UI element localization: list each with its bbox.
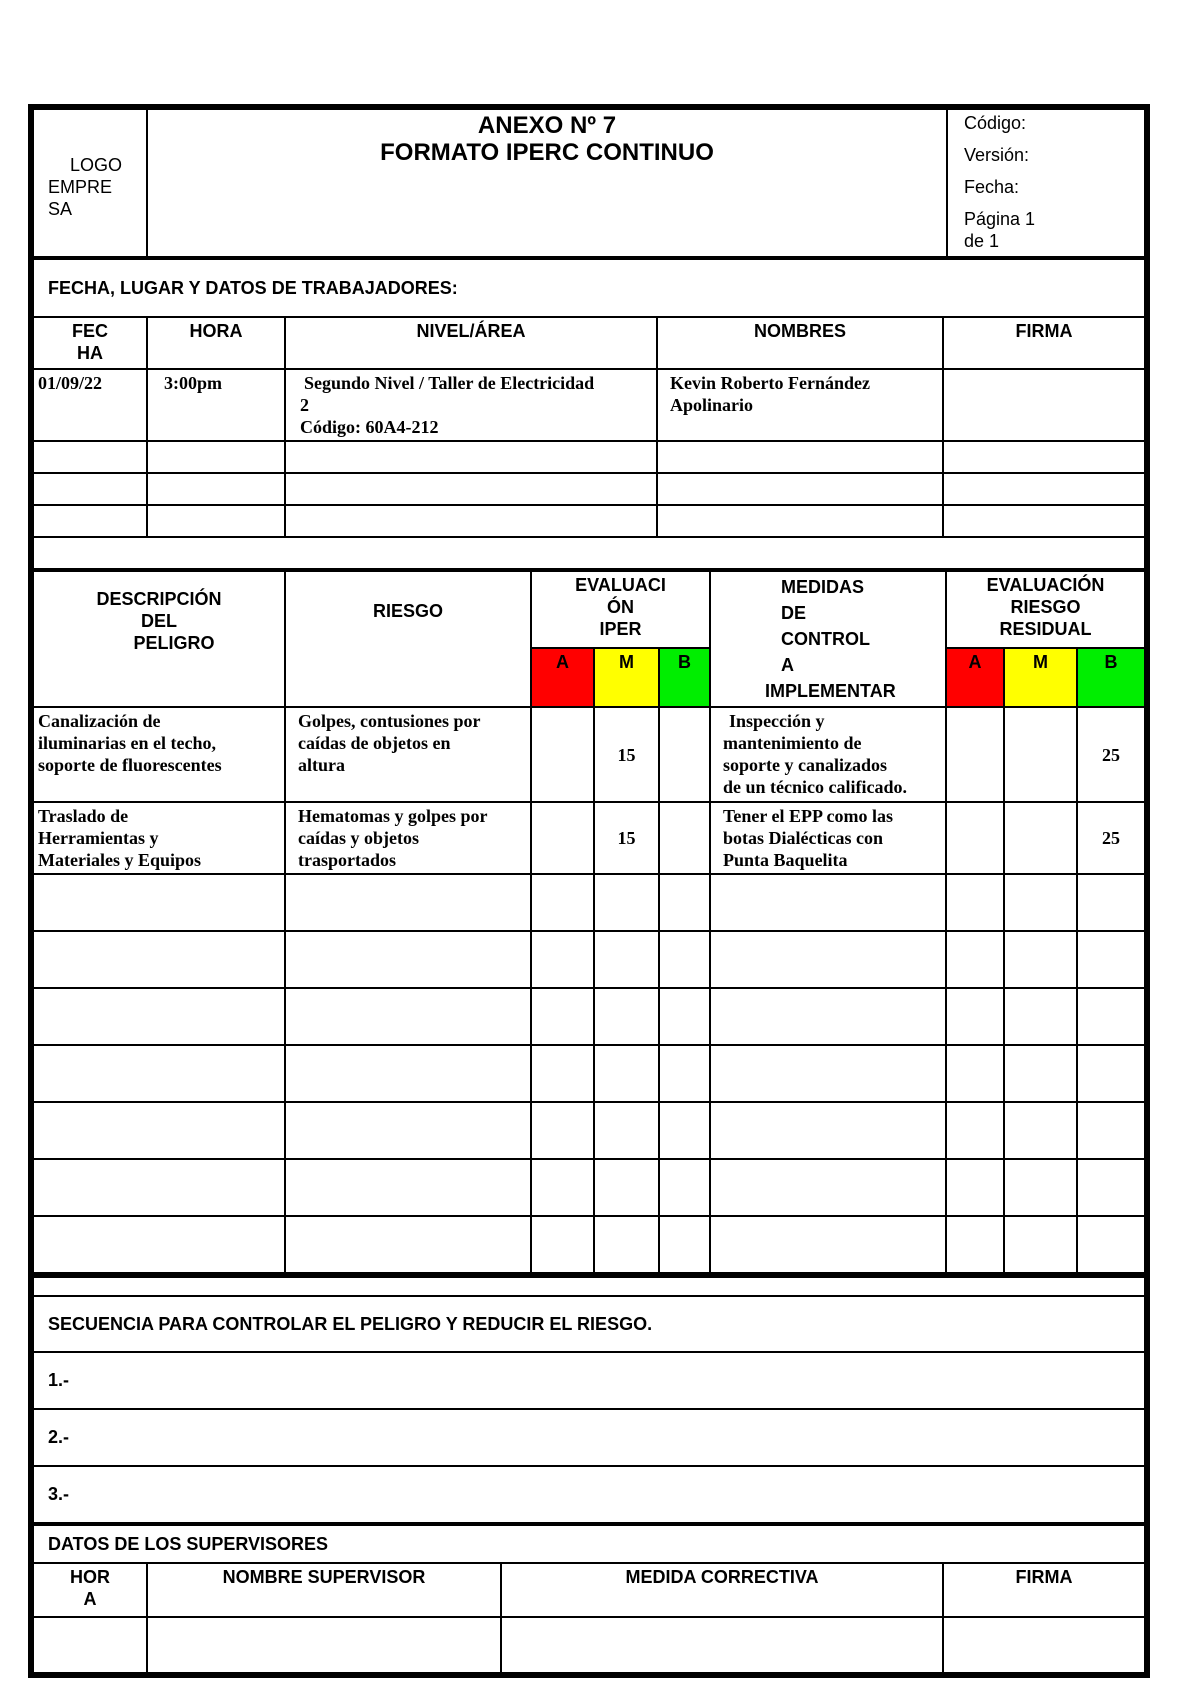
table-row xyxy=(33,988,1145,1045)
cell-medida: Inspección y mantenimiento de soporte y canalizados de un técnico calificado. xyxy=(710,707,946,802)
cell-peligro: Traslado de Herramientas y Materiales y Equipos xyxy=(33,802,285,874)
sequence-step-1: 1.- xyxy=(33,1352,1145,1409)
cell-firma xyxy=(943,369,1145,441)
table-row xyxy=(33,505,1145,537)
cell-resid-a xyxy=(946,707,1004,802)
iper-level-b: B xyxy=(659,648,710,708)
meta-fecha: Fecha: xyxy=(964,177,1020,197)
table-row xyxy=(33,1159,1145,1216)
form-header xyxy=(32,108,1146,258)
cell-iper-m: 15 xyxy=(594,802,659,874)
section-title-sequence: SECUENCIA PARA CONTROLAR EL PELIGRO Y REDUCIR EL RIESGO. xyxy=(33,1296,1145,1352)
col-sup-firma: FIRMA xyxy=(943,1563,1145,1617)
sequence-step-3: 3.- xyxy=(33,1466,1145,1523)
title-format: FORMATO IPERC CONTINUO xyxy=(380,139,714,166)
spacer-row xyxy=(33,537,1145,569)
supervisors-table xyxy=(32,1524,1146,1674)
cell-resid-m xyxy=(1004,802,1077,874)
meta-codigo: Código: xyxy=(964,113,1027,133)
col-sup-medida: MEDIDA CORRECTIVA xyxy=(501,1563,943,1617)
col-peligro: DESCRIPCIÓN DEL PELIGRO xyxy=(33,571,285,707)
col-hora: HORA xyxy=(147,317,285,369)
col-sup-hora: HOR A xyxy=(33,1563,147,1617)
table-row xyxy=(33,441,1145,473)
cell-nombres: Kevin Roberto Fernández Apolinario xyxy=(657,369,943,441)
cell-iper-a xyxy=(531,707,594,802)
table-row xyxy=(33,707,1145,802)
col-firma: FIRMA xyxy=(943,317,1145,369)
workers-table xyxy=(32,258,1146,570)
cell-iper-m: 15 xyxy=(594,707,659,802)
table-row xyxy=(33,874,1145,931)
section-title-workers: FECHA, LUGAR Y DATOS DE TRABAJADORES: xyxy=(33,259,1145,317)
cell-riesgo: Hematomas y golpes por caídas y objetos trasportados xyxy=(285,802,531,874)
col-medidas: MEDIDAS DE CONTROL A IMPLEMENTAR xyxy=(710,571,946,707)
table-row xyxy=(33,473,1145,505)
iper-level-a: A xyxy=(531,648,594,708)
iper-level-m: M xyxy=(594,648,659,708)
residual-level-m: M xyxy=(1004,648,1077,708)
title-annex: ANEXO Nº 7 xyxy=(477,112,617,139)
table-row xyxy=(33,1102,1145,1159)
col-fecha: FEC HA xyxy=(33,317,147,369)
residual-level-b: B xyxy=(1077,648,1145,708)
table-row xyxy=(33,802,1145,874)
sequence-step-2: 2.- xyxy=(33,1409,1145,1466)
table-row xyxy=(33,369,1145,441)
cell-resid-m xyxy=(1004,707,1077,802)
logo-placeholder: LOGO EMPRE SA xyxy=(33,109,147,257)
table-row xyxy=(33,931,1145,988)
cell-medida: Tener el EPP como las botas Dialécticas con Punta Baquelita xyxy=(710,802,946,874)
cell-iper-a xyxy=(531,802,594,874)
cell-hora: 3:00pm xyxy=(147,369,285,441)
document-meta xyxy=(947,109,1145,257)
table-row xyxy=(33,1617,1145,1673)
cell-iper-b xyxy=(659,707,710,802)
col-area: NIVEL/ÁREA xyxy=(285,317,657,369)
table-row xyxy=(33,1216,1145,1273)
residual-level-a: A xyxy=(946,648,1004,708)
cell-resid-b: 25 xyxy=(1077,707,1145,802)
cell-riesgo: Golpes, contusiones por caídas de objetos en altura xyxy=(285,707,531,802)
cell-fecha: 01/09/22 xyxy=(33,369,147,441)
col-evaluacion-residual: EVALUACIÓN RIESGO RESIDUAL xyxy=(946,571,1145,648)
col-riesgo: RIESGO xyxy=(285,571,531,707)
meta-version: Versión: xyxy=(964,145,1030,165)
col-sup-nombre: NOMBRE SUPERVISOR xyxy=(147,1563,501,1617)
form-title xyxy=(147,109,947,257)
table-row xyxy=(33,1045,1145,1102)
hazards-table xyxy=(32,570,1146,1274)
section-title-supervisors: DATOS DE LOS SUPERVISORES xyxy=(33,1525,1145,1563)
cell-peligro: Canalización de iluminarias en el techo, soporte de fluorescentes xyxy=(33,707,285,802)
meta-pagina: Página 1 de 1 xyxy=(964,209,1036,251)
cell-iper-b xyxy=(659,802,710,874)
col-evaluacion-iper: EVALUACI ÓN IPER xyxy=(531,571,710,648)
spacer-row xyxy=(33,1276,1145,1296)
cell-resid-b: 25 xyxy=(1077,802,1145,874)
control-sequence xyxy=(32,1274,1146,1524)
col-nombres: NOMBRES xyxy=(657,317,943,369)
cell-resid-a xyxy=(946,802,1004,874)
iperc-form xyxy=(28,104,1150,1678)
cell-area: Segundo Nivel / Taller de Electricidad 2 Código: 60A4-212 xyxy=(285,369,657,441)
